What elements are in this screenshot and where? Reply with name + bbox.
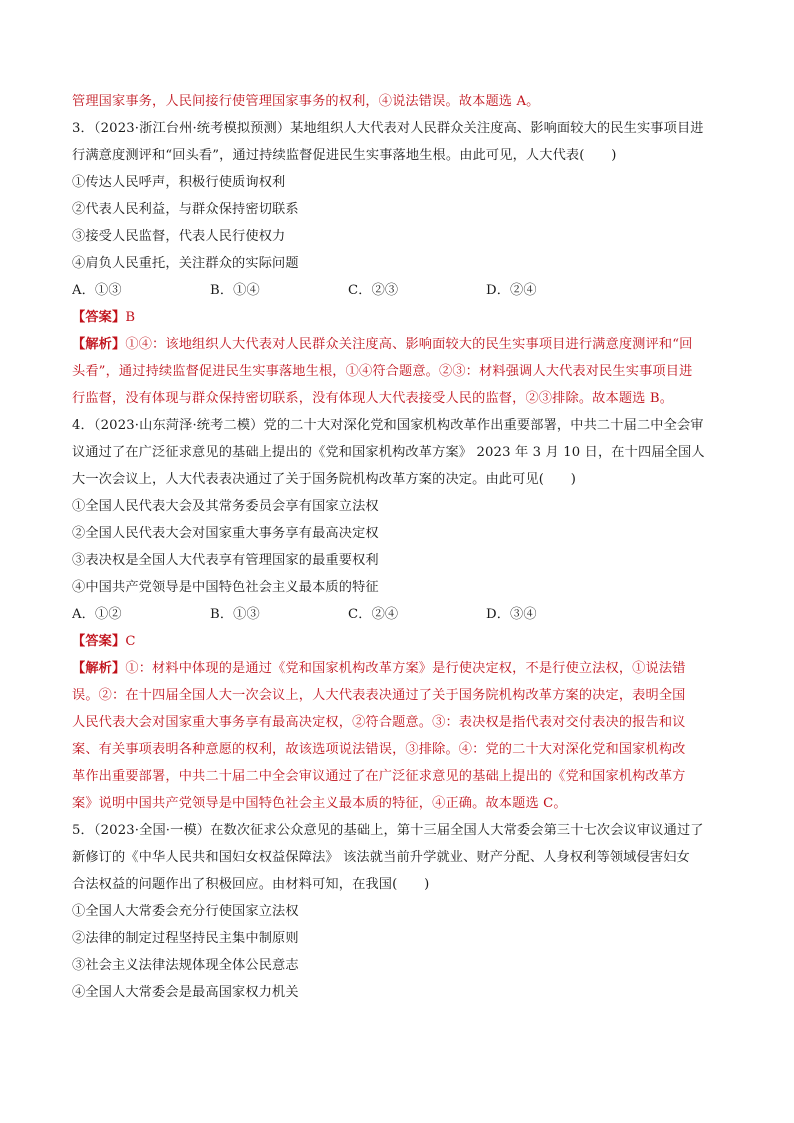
statement: ②法律的制定过程坚持民主集中制原则 bbox=[72, 931, 299, 946]
option-c: C．②④ bbox=[348, 607, 399, 622]
question-4 bbox=[72, 412, 724, 817]
question-3 bbox=[72, 115, 724, 412]
answer-line bbox=[72, 304, 724, 331]
answer-tag: 【答案】 bbox=[72, 310, 126, 325]
analysis-line: 人民代表大会对国家重大事务享有最高决定权，②符合题意。③：表决权是指代表对交付表决的报告和议 bbox=[72, 715, 686, 730]
statement: ②全国人民代表大会对国家重大事务享有最高决定权 bbox=[72, 526, 379, 541]
question-stem-line: 议通过了在广泛征求意见的基础上提出的《党和国家机构改革方案》 2023 年 3 月 10 日，在十四届全国人 bbox=[72, 445, 705, 460]
options-row bbox=[72, 277, 724, 304]
options-row bbox=[72, 601, 724, 628]
statement: ③接受人民监督，代表人民行使权力 bbox=[72, 229, 286, 244]
analysis-line: 案、有关事项表明各种意愿的权利，故该选项说法错误，③排除。④：党的二十大对深化党和国家机构改 bbox=[72, 742, 686, 757]
statement: ②代表人民利益，与群众保持密切联系 bbox=[72, 202, 299, 217]
statement: ③表决权是全国人大代表享有管理国家的最重要权利 bbox=[72, 553, 379, 568]
analysis-line bbox=[72, 331, 724, 358]
answer-tag: 【答案】 bbox=[72, 634, 126, 649]
question-stem-line: 新修订的《中华人民共和国妇女权益保障法》 该法就当前升学就业、财产分配、人身权利等领域侵害妇女 bbox=[72, 850, 690, 865]
analysis-text: ①：材料中体现的是通过《党和国家机构改革方案》是行使决定权，不是行使立法权，①说法错 bbox=[125, 661, 686, 676]
question-5 bbox=[72, 817, 724, 1006]
statement: ①全国人大常委会充分行使国家立法权 bbox=[72, 904, 299, 919]
statement: ①传达人民呼声，积极行使质询权利 bbox=[72, 175, 286, 190]
option-d: D．③④ bbox=[486, 607, 537, 622]
option-d: D．②④ bbox=[486, 283, 537, 298]
statement: ④肩负人民重托，关注群众的实际问题 bbox=[72, 256, 299, 271]
question-stem-line: 行满意度测评和“回头看”，通过持续监督促进民生实事落地生根。由此可见，人大代表( ) bbox=[72, 148, 617, 163]
analysis-line: 误。②：在十四届全国人大一次会议上，人大代表表决通过了关于国务院机构改革方案的决定，表明全国 bbox=[72, 688, 686, 703]
statement: ①全国人民代表大会及其常务委员会享有国家立法权 bbox=[72, 499, 379, 514]
analysis-tag: 【解析】 bbox=[72, 661, 126, 676]
statement: ③社会主义法律法规体现全体公民意志 bbox=[72, 958, 299, 973]
answer-value: C bbox=[125, 634, 136, 649]
document-page bbox=[72, 88, 724, 1006]
question-stem-line: 4．（2023·山东菏泽·统考二模）党的二十大对深化党和国家机构改革作出重要部署，中共二十届二中全会审 bbox=[72, 418, 704, 433]
question-stem-line: 大一次会议上，人大代表表决通过了关于国务院机构改革方案的决定。由此可见( ) bbox=[72, 472, 577, 487]
analysis-line: 头看”，通过持续监督促进民生实事落地生根，①④符合题意。②③：材料强调人大代表对民生实事项目进 bbox=[72, 364, 693, 379]
prev-analysis-tail: 管理国家事务，人民间接行使管理国家事务的权利，④说法错误。故本题选 A。 bbox=[72, 94, 540, 109]
analysis-line: 行监督，没有体现与群众保持密切联系，没有体现人大代表接受人民的监督，②③排除。故本题选 B。 bbox=[72, 391, 674, 406]
answer-line bbox=[72, 628, 724, 655]
analysis-line bbox=[72, 655, 724, 682]
option-c: C．②③ bbox=[348, 283, 399, 298]
analysis-line: 革作出重要部署，中共二十届二中全会审议通过了在广泛征求意见的基础上提出的《党和国家机构改革方 bbox=[72, 769, 686, 784]
option-a: A．①③ bbox=[72, 283, 122, 298]
statement: ④全国人大常委会是最高国家权力机关 bbox=[72, 985, 299, 1000]
analysis-tag: 【解析】 bbox=[72, 337, 126, 352]
option-b: B．①③ bbox=[210, 607, 260, 622]
analysis-text: ①④：该地组织人大代表对人民群众关注度高、影响面较大的民生实事项目进行满意度测评和“回 bbox=[125, 337, 693, 352]
statement: ④中国共产党领导是中国特色社会主义最本质的特征 bbox=[72, 580, 379, 595]
option-b: B．①④ bbox=[210, 283, 260, 298]
analysis-line: 案》说明中国共产党领导是中国特色社会主义最本质的特征，④正确。故本题选 C。 bbox=[72, 796, 567, 811]
question-stem-line: 3．（2023·浙江台州·统考模拟预测）某地组织人大代表对人民群众关注度高、影响面较大的民生实事项目进 bbox=[72, 121, 704, 136]
option-a: A．①② bbox=[72, 607, 122, 622]
answer-value: B bbox=[125, 310, 136, 325]
question-stem-line: 合法权益的问题作出了积极回应。由材料可知，在我国( ) bbox=[72, 877, 430, 892]
question-stem-line: 5．（2023·全国·一模）在数次征求公众意见的基础上，第十三届全国人大常委会第三十七次会议审议通过了 bbox=[72, 823, 704, 838]
